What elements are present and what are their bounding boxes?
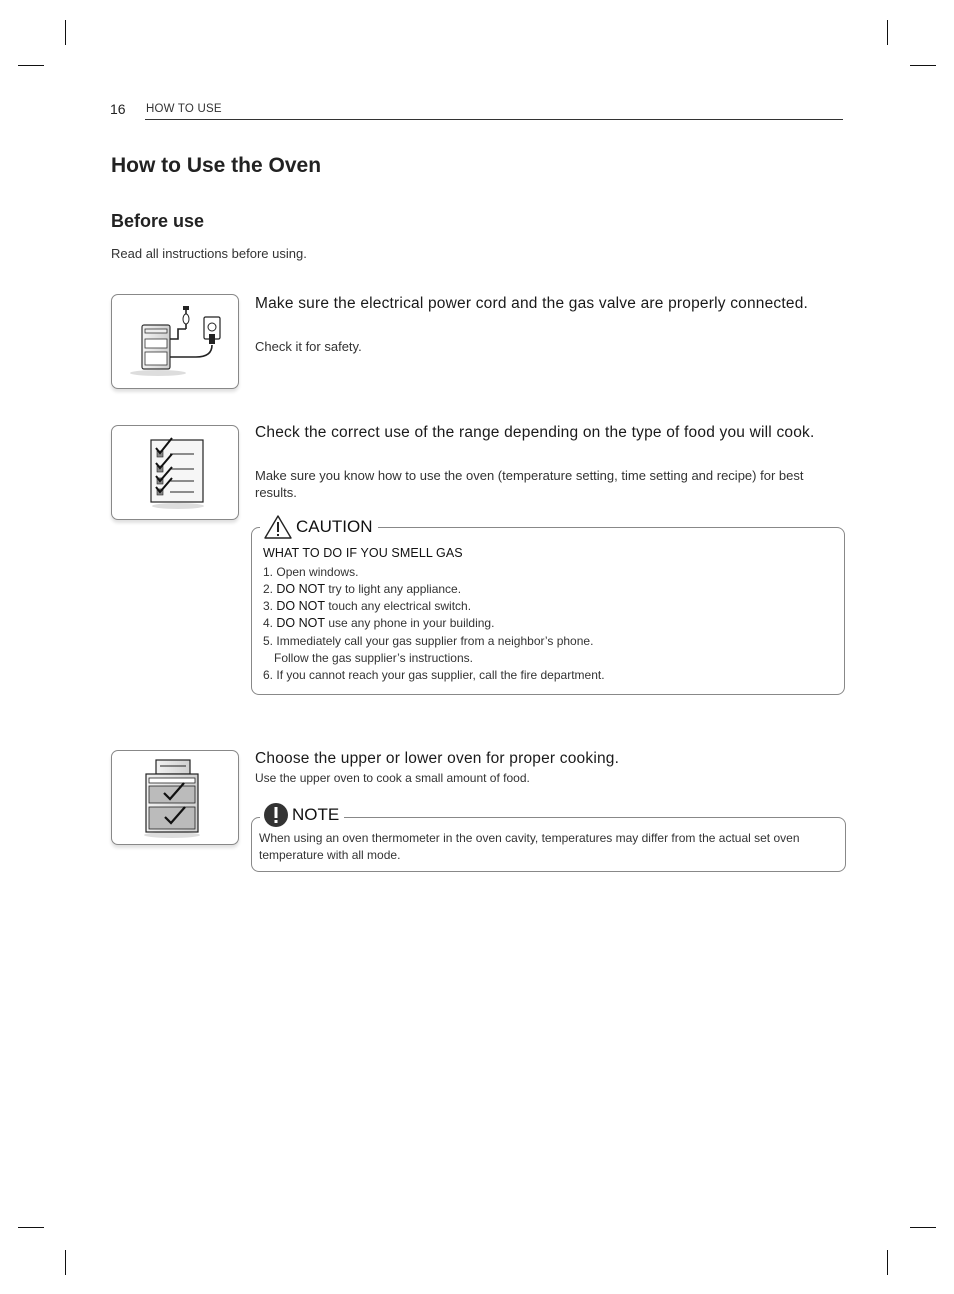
list-number: 1. (263, 565, 274, 579)
list-text: If you cannot reach your gas supplier, call the fire department. (276, 668, 605, 682)
caution-title (260, 514, 378, 540)
caution-list-item (263, 599, 471, 614)
list-number: 5. (263, 634, 274, 648)
list-text: try to light any appliance. (328, 582, 462, 596)
crop-mark (18, 65, 44, 66)
power-cord-gas-valve-icon (111, 294, 239, 389)
item-heading: Check the correct use of the range depending on the type of food you will cook. (255, 424, 815, 441)
note-title (260, 802, 344, 828)
caution-heading: WHAT TO DO IF YOU SMELL GAS (263, 546, 463, 560)
crop-mark (18, 1227, 44, 1228)
crop-mark (887, 20, 888, 45)
header-rule (145, 119, 843, 120)
item-body: Use the upper oven to cook a small amount of food. (255, 771, 530, 785)
page-number: 16 (110, 101, 126, 117)
caution-list-item (263, 634, 593, 649)
item-body: Check it for safety. (255, 339, 362, 354)
list-text: use any phone in your building. (328, 616, 495, 630)
intro-text: Read all instructions before using. (111, 246, 307, 261)
list-number: 4. (263, 616, 274, 630)
item-heading: Make sure the electrical power cord and the gas valve are properly connected. (255, 295, 809, 312)
caution-label: CAUTION (296, 517, 373, 536)
list-number: 3. (263, 599, 274, 613)
crop-mark (910, 65, 936, 66)
checklist-icon (111, 425, 239, 520)
note-text: When using an oven thermometer in the oven cavity, temperatures may differ from the actual set oven temperature with all mode. (259, 831, 800, 862)
list-number: 2. (263, 582, 274, 596)
list-text: Immediately call your gas supplier from a neighbor’s phone. (276, 634, 594, 648)
note-label: NOTE (292, 805, 340, 824)
item-heading: Choose the upper or lower oven for proper cooking. (255, 750, 620, 767)
crop-mark (65, 1250, 66, 1275)
list-text: Follow the gas supplier’s instructions. (274, 651, 473, 665)
warning-emphasis: DO NOT (276, 582, 325, 596)
oven-select-icon (111, 750, 239, 845)
warning-emphasis: DO NOT (276, 616, 325, 630)
crop-mark (887, 1250, 888, 1275)
crop-mark (65, 20, 66, 45)
caution-list-item (274, 651, 473, 666)
item-body: Make sure you know how to use the oven (temperature setting, time setting and recipe) for best results. (255, 468, 804, 500)
list-text: Open windows. (276, 565, 359, 579)
caution-list-item (263, 616, 494, 631)
list-number: 6. (263, 668, 274, 682)
note-icon (263, 802, 289, 828)
crop-mark (910, 1227, 936, 1228)
page-title: How to Use the Oven (111, 154, 322, 177)
section-subtitle: Before use (111, 211, 205, 231)
caution-list-item (263, 582, 461, 597)
section-label: HOW TO USE (146, 103, 222, 115)
list-text: touch any electrical switch. (328, 599, 472, 613)
caution-list-item (263, 668, 605, 683)
warning-emphasis: DO NOT (276, 599, 325, 613)
caution-list-item (263, 565, 358, 580)
warning-icon (263, 514, 293, 540)
